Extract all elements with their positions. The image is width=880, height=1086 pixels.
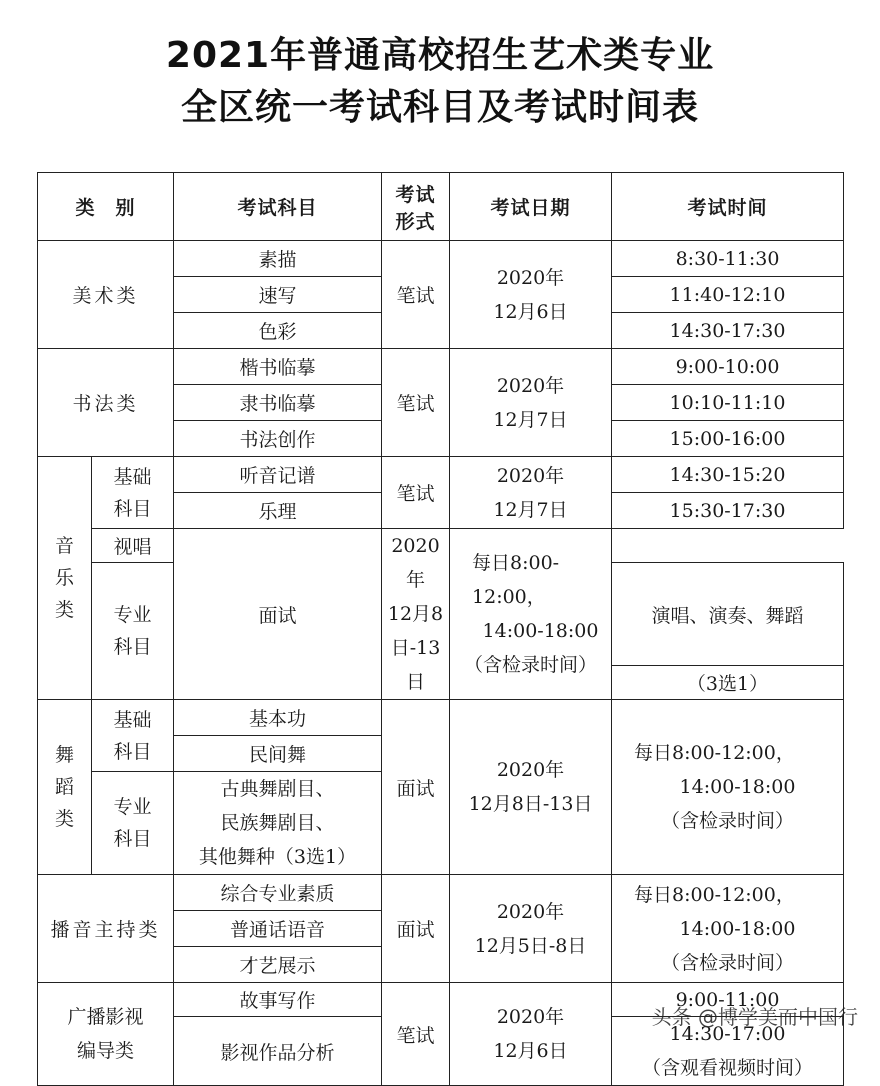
music-major-label [92, 563, 174, 700]
music-basic-label-line1: 基础 [113, 465, 152, 488]
dance-basic-label-line2: 科目 [113, 740, 152, 763]
date-year: 2020年 [496, 266, 565, 289]
category-film-line1: 广播影视 [67, 1006, 144, 1028]
subject-cell: （3选1） [612, 666, 844, 700]
category-music-char: 音 [54, 535, 74, 557]
time-line: 每日8:00-12:00， [634, 742, 795, 764]
time-note: （含观看视频时间） [642, 1057, 814, 1079]
subject-cell: 速写 [174, 277, 382, 313]
time-cell: 15:30-17:30 [612, 493, 844, 529]
date-cell [450, 875, 612, 983]
form-cell: 笔试 [382, 349, 450, 457]
music-major-label-line2: 科目 [113, 636, 152, 658]
subject-line: 其他舞种（3选1） [198, 846, 357, 868]
date-year: 2020年 [496, 759, 565, 781]
exam-schedule-table [37, 172, 844, 1086]
subject-cell: 楷书临摹 [174, 349, 382, 385]
header-category: 类 别 [38, 173, 174, 241]
subject-cell: 影视作品分析 [174, 1017, 382, 1086]
music-major-label-line1: 专业 [113, 604, 152, 626]
date-day: 12月6日 [493, 1040, 568, 1062]
time-cell: 11:40-12:10 [612, 277, 844, 313]
header-row [38, 173, 844, 241]
category-broadcast: 播音主持类 [38, 875, 174, 983]
table-row [38, 875, 844, 911]
subject-cell: 才艺展示 [174, 947, 382, 983]
time-cell: 8:30-11:30 [612, 241, 844, 277]
date-cell [450, 700, 612, 875]
date-year: 2020年 [496, 374, 565, 397]
subject-cell: 民间舞 [174, 736, 382, 772]
table-row [38, 700, 844, 736]
time-cell: 10:10-11:10 [612, 385, 844, 421]
dance-major-label-line1: 专业 [113, 796, 152, 818]
subject-cell: 基本功 [174, 700, 382, 736]
time-cell: 14:30-17:30 [612, 313, 844, 349]
dance-major-label [92, 772, 174, 875]
page-title-line2: 全区统一考试科目及考试时间表 [180, 87, 699, 128]
subject-line: 民族舞剧目、 [220, 812, 335, 834]
time-line: 每日8:00-12:00， [634, 883, 795, 906]
time-cell: 9:00-11:00 [612, 983, 844, 1017]
category-dance-char: 类 [54, 808, 74, 830]
subject-cell: 隶书临摹 [174, 385, 382, 421]
header-form-line1: 考试 [395, 183, 436, 206]
form-cell: 面试 [382, 700, 450, 875]
subject-cell: 书法创作 [174, 421, 382, 457]
subject-cell: 听音记谱 [174, 457, 382, 493]
subject-cell: 故事写作 [174, 983, 382, 1017]
subject-cell: 视唱 [92, 529, 174, 563]
form-cell: 笔试 [382, 241, 450, 349]
subject-cell: 综合专业素质 [174, 875, 382, 911]
time-cell [450, 529, 612, 700]
table-row [38, 241, 844, 277]
music-basic-label [92, 457, 174, 529]
subject-cell: 普通话语音 [174, 911, 382, 947]
music-basic-label-line2: 科目 [113, 497, 152, 520]
date-cell [450, 457, 612, 529]
table-row [38, 349, 844, 385]
time-cell: 15:00-16:00 [612, 421, 844, 457]
date-year: 2020年 [496, 464, 565, 487]
time-line: 14:00-18:00 [679, 917, 796, 940]
form-cell: 面试 [382, 875, 450, 983]
time-cell [612, 875, 844, 983]
subject-line: 古典舞剧目、 [220, 778, 335, 800]
subject-cell: 素描 [174, 241, 382, 277]
form-cell: 笔试 [382, 983, 450, 1086]
dance-basic-label-line1: 基础 [113, 708, 152, 731]
category-calligraphy: 书法类 [38, 349, 174, 457]
category-dance-char: 舞 [54, 744, 74, 766]
date-year: 2020年 [496, 1006, 565, 1028]
form-cell: 笔试 [382, 457, 450, 529]
date-year: 2020年 [391, 535, 440, 591]
date-day: 12月7日 [493, 408, 568, 431]
category-dance [38, 700, 92, 875]
subject-cell: 演唱、演奏、舞蹈 [612, 563, 844, 666]
time-line: （含检录时间） [661, 810, 795, 832]
time-line: （含检录时间） [661, 951, 795, 974]
time-cell: 14:30-15:20 [612, 457, 844, 493]
date-cell [382, 529, 450, 700]
time-cell [612, 700, 844, 875]
category-music-char: 类 [54, 599, 74, 621]
dance-basic-label [92, 700, 174, 772]
header-time: 考试时间 [612, 173, 844, 241]
watermark: 头条 @博学美而中国行 [651, 1005, 858, 1029]
time-cell: 9:00-10:00 [612, 349, 844, 385]
date-year: 2020年 [496, 900, 565, 923]
table-row [38, 529, 844, 563]
date-cell [450, 241, 612, 349]
date-day: 12月8日-13日 [387, 603, 444, 693]
header-date: 考试日期 [450, 173, 612, 241]
header-subject: 考试科目 [174, 173, 382, 241]
subject-cell: 色彩 [174, 313, 382, 349]
dance-major-label-line2: 科目 [113, 828, 152, 850]
header-form-line2: 形式 [395, 210, 436, 233]
date-day: 12月8日-13日 [468, 793, 593, 815]
time-line: 14:00-18:00 [482, 620, 599, 642]
header-form [382, 173, 450, 241]
date-cell [450, 349, 612, 457]
table-row [38, 457, 844, 493]
page-title-line1: 2021年普通高校招生艺术类专业 [165, 35, 715, 76]
subject-cell [174, 772, 382, 875]
date-day: 12月5日-8日 [474, 934, 587, 957]
time-line: （含检录时间） [464, 654, 598, 676]
time-line: 14:30-17:00 [669, 1023, 786, 1045]
category-dance-char: 蹈 [54, 776, 74, 798]
category-music-char: 乐 [54, 567, 74, 589]
time-line: 14:00-18:00 [679, 776, 796, 798]
category-art: 美术类 [38, 241, 174, 349]
date-cell [450, 983, 612, 1086]
category-film-line2: 编导类 [77, 1040, 135, 1062]
time-line: 每日8:00-12:00， [472, 552, 560, 608]
category-film [38, 983, 174, 1086]
date-day: 12月6日 [493, 300, 568, 323]
form-cell: 面试 [174, 529, 382, 700]
date-day: 12月7日 [493, 498, 568, 521]
subject-cell: 乐理 [174, 493, 382, 529]
category-music [38, 457, 92, 700]
title-block [0, 30, 880, 134]
